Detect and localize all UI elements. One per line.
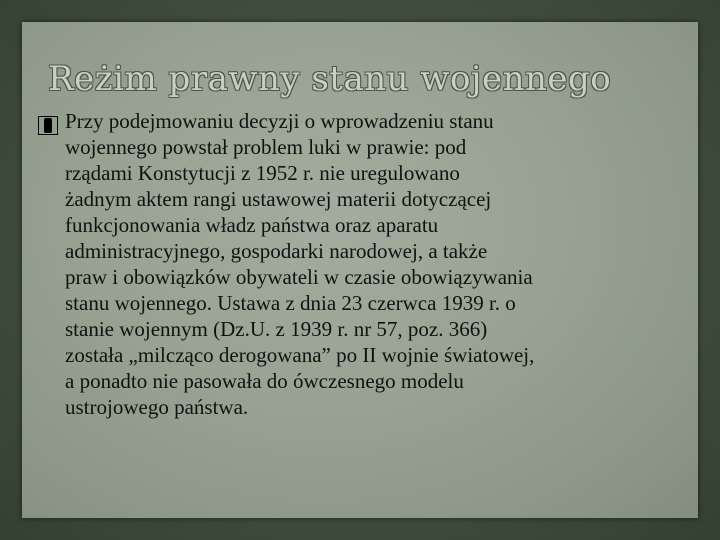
body-line: funkcjonowania władz państwa oraz aparatu bbox=[65, 213, 439, 237]
missing-glyph-bullet-icon bbox=[38, 116, 58, 135]
body-line: wojennego powstał problem luki w prawie: pod bbox=[65, 135, 467, 159]
slide-title: Reżim prawny stanu wojennego bbox=[48, 59, 612, 99]
body-line: administracyjnego, gospodarki narodowej, a także bbox=[65, 239, 488, 263]
body-line: została „milcząco derogowana” po II wojnie światowej, bbox=[65, 343, 535, 367]
body-line: stanie wojennym (Dz.U. z 1939 r. nr 57, poz. 366) bbox=[65, 317, 488, 341]
body-line: ustrojowego państwa. bbox=[65, 395, 249, 419]
body-line: stanu wojennego. Ustawa z dnia 23 czerwca 1939 r. o bbox=[65, 291, 516, 315]
bullet-item bbox=[38, 108, 688, 420]
body-line: a ponadto nie pasowała do ówczesnego modelu bbox=[65, 369, 464, 393]
body-line: rządami Konstytucji z 1952 r. nie uregulowano bbox=[65, 161, 460, 185]
body-line: Przy podejmowaniu decyzji o wprowadzeniu stanu bbox=[65, 109, 494, 133]
bullet-text bbox=[38, 108, 688, 420]
body-line: praw i obowiązków obywateli w czasie obowiązywania bbox=[65, 265, 533, 289]
body-line: żadnym aktem rangi ustawowej materii dotyczącej bbox=[65, 187, 492, 211]
